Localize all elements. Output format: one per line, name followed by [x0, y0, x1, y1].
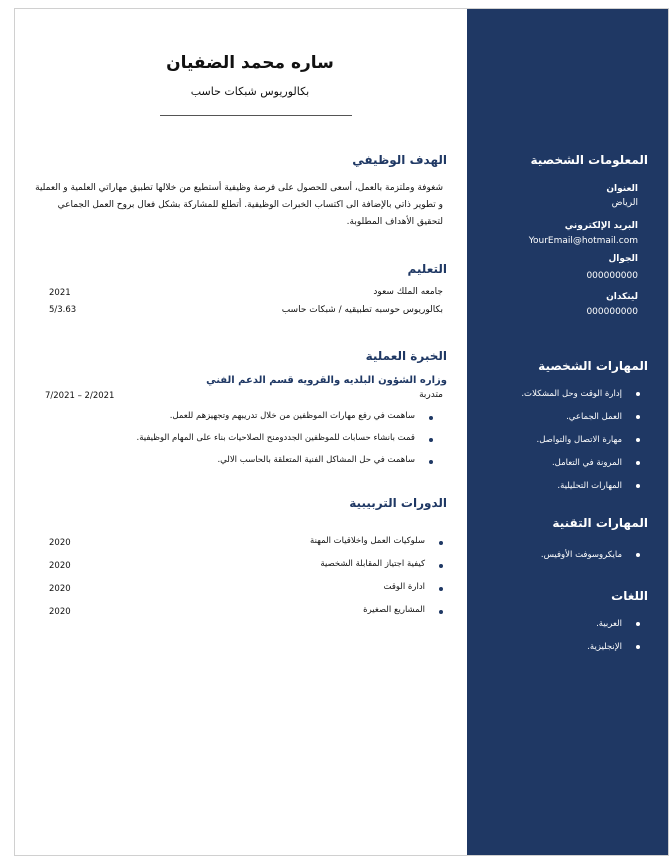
technical-skills-list — [541, 548, 640, 571]
bullet-dot-icon — [636, 645, 640, 649]
courses-title: الدورات التربيبية — [349, 496, 447, 510]
bullet-dot-icon — [439, 541, 443, 545]
candidate-degree: بكالوريوس شبكات حاسب — [190, 85, 310, 98]
experience-bullet-text: ساهمت في حل المشاكل الفنية المتعلقة بالحاسب الالي. — [217, 455, 415, 465]
personal-skill-item — [521, 410, 640, 433]
header-divider — [160, 115, 352, 116]
course-name: كيفية اجتياز المقابلة الشخصية — [320, 559, 425, 569]
language-text: الإنجليزية. — [587, 642, 622, 652]
technical-skills-title: المهارات التقنية — [552, 516, 648, 530]
personal-skills-title: المهارات الشخصية — [538, 359, 648, 373]
bullet-dot-icon — [439, 587, 443, 591]
phone-label: الجوال — [608, 254, 638, 264]
address-value: الرياض — [611, 198, 638, 208]
personal-skill-text: إدارة الوقت وحل المشكلات. — [521, 389, 622, 399]
course-name: المشاريع الصغيرة — [363, 605, 425, 615]
education-university: جامعه الملك سعود — [373, 287, 443, 297]
personal-skill-item — [521, 433, 640, 456]
languages-title: اللغات — [611, 589, 648, 603]
personal-skill-text: المرونة في التعامل. — [551, 458, 622, 468]
technical-skill-text: مايكروسوفت الأوفيس. — [540, 550, 622, 560]
experience-bullet — [137, 455, 433, 477]
bullet-dot-icon — [439, 564, 443, 568]
course-name: ادارة الوقت — [383, 582, 425, 592]
experience-bullet — [137, 433, 433, 455]
bullet-dot-icon — [636, 484, 640, 488]
personal-skill-item — [521, 456, 640, 479]
personal-skill-item — [521, 387, 640, 410]
bullet-dot-icon — [429, 438, 433, 442]
course-year: 2020 — [49, 561, 71, 571]
course-year: 2020 — [49, 607, 71, 617]
experience-bullet-text: قمت بانشاء حسابات للموظفين الجددومنح الصلاحيات بناء على المهام الوظيفية. — [136, 433, 415, 443]
course-year: 2020 — [49, 584, 71, 594]
experience-bullets — [137, 411, 433, 477]
personal-skill-text: مهارة الاتصال والتواصل. — [536, 435, 622, 445]
bullet-dot-icon — [439, 610, 443, 614]
bullet-dot-icon — [429, 460, 433, 464]
personal-skill-item — [521, 479, 640, 502]
language-item — [587, 617, 640, 640]
technical-skill-item — [541, 548, 640, 571]
sidebar — [467, 9, 669, 856]
bullet-dot-icon — [636, 392, 640, 396]
bullet-dot-icon — [636, 461, 640, 465]
personal-skills-list — [521, 387, 640, 502]
email-value: YourEmail@hotmail.com — [528, 236, 638, 246]
experience-period: 7/2021 – 2/2021 — [45, 391, 115, 401]
candidate-name: ساره محمد الضفيان — [166, 53, 334, 73]
experience-job-title: وزاره الشؤون البلديه والقرويه قسم الدعم الفني — [206, 375, 447, 386]
bullet-dot-icon — [636, 622, 640, 626]
objective-text: شغوفة وملتزمة بالعمل، أسعى للحصول على فرصة وظيفية أستطيع من خلالها تطبيق مهاراتي العلمية و العملية و تطوير ذاتي بالإضافة الى اكتساب الخبرات الوظيفية. أتطلع للمشاركة بشكل فعال بروح العمل الجماعي لتحقيق الأهداف المطلوبة. — [35, 183, 443, 227]
resume-page — [14, 8, 669, 856]
personal-info-title: المعلومات الشخصية — [530, 153, 648, 167]
course-item — [310, 605, 443, 628]
education-title: التعليم — [407, 262, 447, 276]
language-item — [587, 640, 640, 663]
education-gpa: 5/3.63 — [49, 305, 77, 315]
education-year: 2021 — [49, 288, 71, 298]
languages-list — [587, 617, 640, 663]
email-label: البريد الإلكتروني — [564, 221, 638, 231]
address-label: العنوان — [606, 184, 638, 194]
linkedin-value: 000000000 — [586, 307, 638, 317]
language-text: العربية. — [596, 619, 622, 629]
bullet-dot-icon — [636, 553, 640, 557]
experience-bullet-text: ساهمت في رفع مهارات الموظفين من خلال تدريبهم وتجهيزهم للعمل. — [169, 411, 415, 421]
education-degree-detail: بكالوريوس حوسبه تطبيقيه / شبكات حاسب — [281, 305, 443, 315]
course-item — [310, 536, 443, 559]
personal-skill-text: المهارات التحليلية. — [557, 481, 622, 491]
bullet-dot-icon — [636, 438, 640, 442]
course-year: 2020 — [49, 538, 71, 548]
experience-title: الخبرة العملية — [365, 349, 447, 363]
course-item — [310, 582, 443, 605]
course-item — [310, 559, 443, 582]
phone-value: 000000000 — [586, 271, 638, 281]
bullet-dot-icon — [636, 415, 640, 419]
courses-list — [310, 536, 443, 628]
personal-skill-text: العمل الجماعي. — [566, 412, 622, 422]
objective-title: الهدف الوظيفي — [352, 153, 447, 167]
main-column — [15, 9, 467, 856]
linkedin-label: لينكدان — [606, 292, 638, 302]
experience-role: متدربة — [419, 390, 443, 400]
bullet-dot-icon — [429, 416, 433, 420]
experience-bullet — [137, 411, 433, 433]
course-name: سلوكيات العمل واخلاقيات المهنة — [310, 536, 425, 546]
